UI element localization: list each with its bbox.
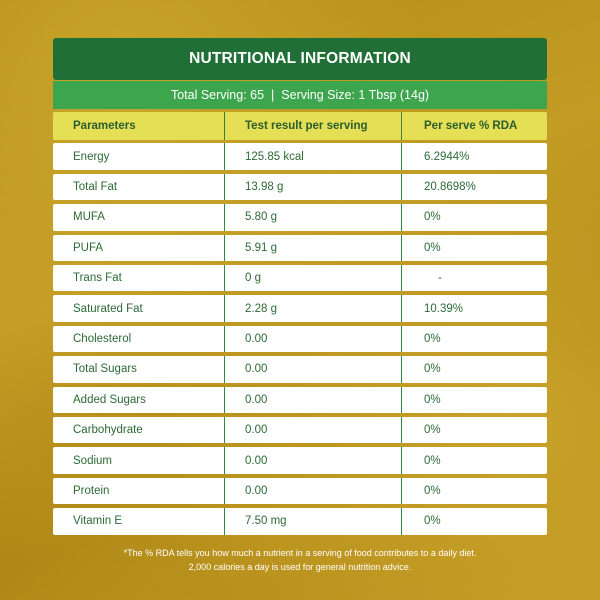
serving-size: Serving Size: 1 Tbsp (14g) bbox=[281, 88, 430, 102]
parameter-cell: Trans Fat bbox=[73, 272, 122, 285]
table-row bbox=[53, 356, 547, 383]
footnote-line-2: 2,000 calories a day is used for general nutrition advice. bbox=[188, 562, 412, 572]
parameter-cell: Total Fat bbox=[73, 181, 118, 194]
rda-cell: 10.39% bbox=[401, 295, 547, 322]
rda-cell: 0% bbox=[401, 417, 547, 444]
test-result-cell: 5.91 g bbox=[224, 235, 401, 262]
footnote bbox=[0, 546, 600, 574]
table-row bbox=[53, 417, 547, 444]
parameter-cell: Protein bbox=[73, 484, 110, 497]
table-row bbox=[53, 447, 547, 474]
rda-cell: - bbox=[401, 265, 547, 292]
test-result-cell: 0.00 bbox=[224, 478, 401, 505]
test-result-cell: 0 g bbox=[224, 265, 401, 292]
serving-info-bar bbox=[53, 81, 547, 109]
test-result-cell: 0.00 bbox=[224, 387, 401, 414]
test-result-cell: 0.00 bbox=[224, 356, 401, 383]
serving-separator: | bbox=[271, 88, 275, 102]
table-row bbox=[53, 508, 547, 535]
rda-cell: 0% bbox=[401, 478, 547, 505]
table-row bbox=[53, 387, 547, 414]
header-test-result: Test result per serving bbox=[224, 112, 401, 140]
parameter-cell: Energy bbox=[73, 150, 110, 163]
table-row bbox=[53, 326, 547, 353]
table-row bbox=[53, 265, 547, 292]
parameter-cell: Carbohydrate bbox=[73, 424, 143, 437]
parameter-cell: Total Sugars bbox=[73, 363, 137, 376]
parameter-cell: PUFA bbox=[73, 241, 104, 254]
rda-cell: 0% bbox=[401, 326, 547, 353]
rda-cell: 0% bbox=[401, 204, 547, 231]
table-row bbox=[53, 295, 547, 322]
footnote-line-1: *The % RDA tells you how much a nutrient in a serving of food contributes to a daily diet. bbox=[123, 548, 477, 558]
rda-cell: 0% bbox=[401, 447, 547, 474]
test-result-cell: 0.00 bbox=[224, 417, 401, 444]
header-rda: Per serve % RDA bbox=[401, 112, 547, 140]
parameter-cell: Saturated Fat bbox=[73, 302, 143, 315]
nutrition-panel bbox=[53, 38, 547, 535]
test-result-cell: 13.98 g bbox=[224, 174, 401, 201]
rda-cell: 0% bbox=[401, 508, 547, 535]
rda-cell: 20.8698% bbox=[401, 174, 547, 201]
test-result-cell: 125.85 kcal bbox=[224, 143, 401, 170]
rda-cell: 0% bbox=[401, 356, 547, 383]
table-row bbox=[53, 478, 547, 505]
rda-cell: 6.2944% bbox=[401, 143, 547, 170]
parameter-cell: Vitamin E bbox=[73, 515, 123, 528]
test-result-cell: 2.28 g bbox=[224, 295, 401, 322]
table-row bbox=[53, 174, 547, 201]
parameter-cell: Sodium bbox=[73, 454, 112, 467]
table-row bbox=[53, 204, 547, 231]
parameter-cell: Cholesterol bbox=[73, 332, 132, 345]
panel-title: NUTRITIONAL INFORMATION bbox=[53, 38, 547, 80]
parameter-cell: Added Sugars bbox=[73, 393, 146, 406]
table-row bbox=[53, 235, 547, 262]
total-serving: Total Serving: 65 bbox=[170, 88, 265, 102]
parameter-cell: MUFA bbox=[73, 211, 105, 224]
test-result-cell: 5.80 g bbox=[224, 204, 401, 231]
table-header-row bbox=[53, 112, 547, 140]
test-result-cell: 0.00 bbox=[224, 326, 401, 353]
rda-cell: 0% bbox=[401, 387, 547, 414]
rda-cell: 0% bbox=[401, 235, 547, 262]
header-parameters: Parameters bbox=[73, 119, 136, 132]
test-result-cell: 0.00 bbox=[224, 447, 401, 474]
table-row bbox=[53, 143, 547, 170]
test-result-cell: 7.50 mg bbox=[224, 508, 401, 535]
